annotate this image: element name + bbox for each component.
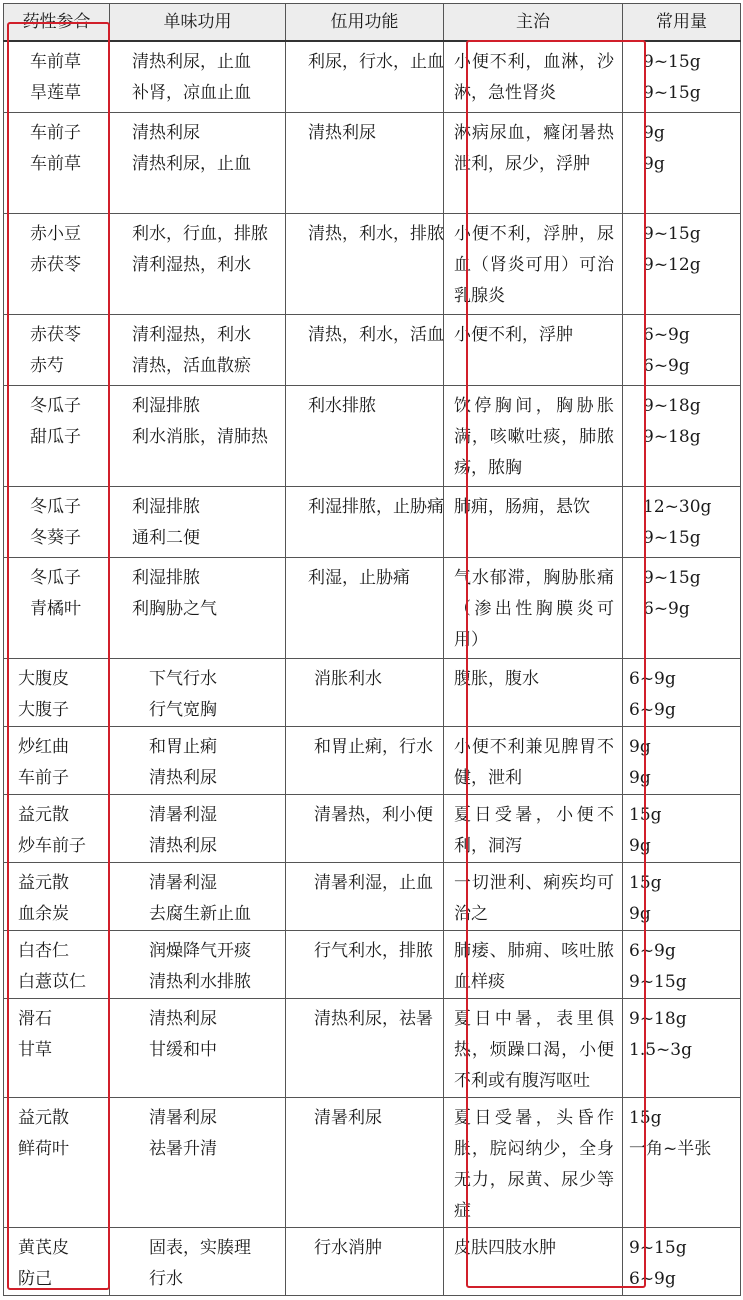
dosage-cell [623,385,741,486]
combined-function-cell [286,998,444,1097]
combined-function-cell-line: 行气利水，排脓 [314,940,433,961]
single-function-cell-line: 利湿排脓 [132,496,200,517]
dosage-cell [623,314,741,385]
single-function-cell-line: 行气宽胸 [149,699,217,720]
combined-function-cell [286,658,444,726]
combined-function-cell-line: 清暑热，利小便 [314,804,433,825]
dosage-cell-line: 一角~半张 [629,1138,712,1159]
herb-pair-cell-line: 车前草 [30,52,81,72]
single-function-cell-line: 清利湿热，利水 [132,254,251,275]
table-row [4,112,741,213]
indication-cell [444,385,623,486]
combined-function-cell-line: 和胃止痢，行水 [314,736,433,757]
herb-pair-cell-line: 冬瓜子 [30,395,81,416]
single-function-cell [110,41,286,112]
single-function-cell [110,385,286,486]
single-function-cell-line: 下气行水 [149,668,217,689]
combined-function-cell [286,1227,444,1295]
herb-pair-cell-line: 血余炭 [18,903,69,924]
table-row [4,557,741,658]
indication-cell [444,658,623,726]
dosage-cell-line: 6~9g [629,940,676,961]
dosage-cell [623,862,741,930]
herb-pair-cell [4,930,110,998]
combined-function-cell [286,314,444,385]
indication-text: 小便不利，血淋，沙淋，急性肾炎 [454,52,614,103]
single-function-cell [110,1227,286,1295]
herb-pair-cell-line: 益元散 [18,872,69,893]
single-function-cell-line: 和胃止痢 [149,736,217,757]
indication-cell [444,314,623,385]
table-row [4,930,741,998]
indication-cell [444,1097,623,1227]
combined-function-cell [286,726,444,794]
herb-pair-cell [4,41,110,112]
single-function-cell [110,930,286,998]
single-function-cell-line: 清热利水排脓 [149,971,251,992]
single-function-cell-line: 清热利尿 [149,767,217,788]
herb-pair-cell-line: 防己 [18,1268,52,1289]
herb-pair-cell [4,112,110,213]
indication-cell [444,930,623,998]
herb-pair-cell-line: 车前草 [30,153,81,174]
combined-function-cell [286,112,444,213]
table-row [4,1227,741,1295]
indication-text: 腹胀，腹水 [454,668,539,689]
header-indication: 主治 [444,4,623,42]
herb-pair-cell-line: 黄芪皮 [18,1237,69,1258]
dosage-cell-line: 6~9g [629,699,676,720]
single-function-cell-line: 通利二便 [132,527,200,548]
dosage-cell-line: 15g [629,1107,662,1128]
combined-function-cell-line: 清热利尿 [308,122,376,143]
dosage-cell-line: 1.5~3g [629,1039,692,1060]
herb-pair-cell [4,794,110,862]
single-function-cell-line: 补肾，凉血止血 [132,83,251,103]
single-function-cell-line: 润燥降气开痰 [149,940,251,961]
herb-pair-cell-line: 车前子 [30,122,81,143]
herb-pair-cell-line: 大腹子 [18,699,69,720]
herb-pair-cell [4,385,110,486]
indication-text: 气水郁滞，胸胁胀痛（渗出性胸膜炎可用） [454,567,614,650]
herb-pair-cell [4,726,110,794]
indication-cell [444,726,623,794]
dosage-cell [623,930,741,998]
dosage-cell-line: 9g [629,835,651,856]
table-row [4,862,741,930]
single-function-cell [110,726,286,794]
dosage-cell-line: 9~15g [643,52,701,72]
single-function-cell-line: 清暑利湿 [149,804,217,825]
indication-text: 淋病尿血，癃闭暑热泄利，尿少，浮肿 [454,122,614,174]
dosage-cell [623,726,741,794]
single-function-cell [110,658,286,726]
combined-function-cell [286,41,444,112]
dosage-cell [623,486,741,557]
dosage-cell [623,213,741,314]
table-row [4,726,741,794]
indication-text: 小便不利，浮肿 [454,324,573,345]
combined-function-cell-line: 行水消肿 [314,1237,382,1258]
table-row [4,658,741,726]
indication-cell [444,557,623,658]
table-header-row [4,4,741,42]
combined-function-cell-line: 消胀利水 [314,668,382,689]
herb-pair-cell-line: 赤芍 [30,355,64,376]
dosage-cell-line: 9g [629,903,651,924]
dosage-cell [623,1097,741,1227]
header-combined-function: 伍用功能 [286,4,444,42]
header-pair: 药性参合 [4,4,110,42]
herb-pair-cell-line: 大腹皮 [18,668,69,689]
dosage-cell-line: 9~18g [629,1008,687,1029]
single-function-cell-line: 清利湿热，利水 [132,324,251,345]
table-row [4,1097,741,1227]
table-row [4,213,741,314]
dosage-cell [623,41,741,112]
indication-text: 小便不利，浮肿，尿血（肾炎可用）可治乳腺炎 [454,223,614,306]
herb-pair-cell-line: 赤小豆 [30,223,81,244]
single-function-cell [110,213,286,314]
indication-cell [444,862,623,930]
indication-cell [444,486,623,557]
dosage-cell-line: 9~15g [629,1237,687,1258]
table-row [4,794,741,862]
single-function-cell [110,112,286,213]
single-function-cell [110,862,286,930]
single-function-cell-line: 清热利尿 [132,122,200,143]
single-function-cell [110,486,286,557]
combined-function-cell [286,1097,444,1227]
combined-function-cell-line: 利水排脓 [308,395,376,416]
herb-pair-cell-line: 青橘叶 [30,598,81,619]
herb-pair-cell-line: 鲜荷叶 [18,1138,69,1159]
single-function-cell-line: 利水，行血，排脓 [132,223,268,244]
dosage-cell [623,112,741,213]
herb-pair-cell-line: 旱莲草 [30,83,81,103]
dosage-cell-line: 9g [629,736,651,757]
single-function-cell-line: 清热利尿，止血 [132,153,251,174]
combined-function-cell [286,213,444,314]
indication-cell [444,998,623,1097]
dosage-cell-line: 12~30g [643,496,712,517]
single-function-cell-line: 清热利尿 [149,835,217,856]
dosage-cell [623,794,741,862]
single-function-cell-line: 清热利尿 [149,1008,217,1029]
dosage-cell-line: 6~9g [629,1268,676,1289]
indication-cell [444,112,623,213]
dosage-cell-line: 9~15g [643,223,701,244]
dosage-cell-line: 9~12g [643,254,701,275]
single-function-cell-line: 清暑利湿 [149,872,217,893]
indication-text: 皮肤四肢水肿 [454,1237,556,1258]
herb-pair-cell-line: 益元散 [18,804,69,825]
dosage-cell-line: 9~18g [643,426,701,447]
single-function-cell [110,998,286,1097]
herb-pair-cell-line: 冬葵子 [30,527,81,548]
combined-function-cell [286,486,444,557]
herb-pair-cell [4,862,110,930]
table-row [4,486,741,557]
single-function-cell-line: 清暑利尿 [149,1107,217,1128]
indication-text: 小便不利兼见脾胃不健，泄利 [454,736,614,788]
combined-function-cell-line: 清暑利尿 [314,1107,382,1128]
header-dosage: 常用量 [623,4,741,42]
dosage-cell-line: 6~9g [643,355,690,376]
herb-pair-cell-line: 益元散 [18,1107,69,1128]
combined-function-cell-line: 清暑利湿，止血 [314,872,433,893]
combined-function-cell-line: 利尿，行水，止血 [308,52,444,72]
dosage-cell-line: 9~15g [643,527,701,548]
dosage-cell [623,1227,741,1295]
herb-pair-cell [4,1097,110,1227]
indication-cell [444,794,623,862]
herb-pair-cell [4,314,110,385]
single-function-cell [110,1097,286,1227]
herb-pair-cell-line: 白杏仁 [18,940,69,961]
single-function-cell-line: 利水消胀，清肺热 [132,426,268,447]
dosage-cell-line: 6~9g [643,598,690,619]
single-function-cell-line: 清热利尿，止血 [132,52,251,72]
herb-pair-cell-line: 冬瓜子 [30,496,81,517]
combined-function-cell [286,557,444,658]
herb-pairing-table [3,3,741,1296]
herb-pair-cell-line: 白薏苡仁 [18,971,86,992]
dosage-cell [623,557,741,658]
dosage-cell-line: 6~9g [643,324,690,345]
dosage-cell-line: 15g [629,872,662,893]
single-function-cell [110,557,286,658]
dosage-cell-line: 9g [643,122,665,143]
table-row [4,41,741,112]
indication-text: 一切泄利、痢疾均可治之 [454,872,614,924]
indication-cell [444,213,623,314]
indication-text: 夏日受暑，头昏作胀，脘闷纳少，全身无力，尿黄、尿少等症 [454,1107,614,1221]
single-function-cell-line: 去腐生新止血 [149,903,251,924]
combined-function-cell-line: 利湿，止胁痛 [308,567,410,588]
herb-pair-cell [4,1227,110,1295]
indication-cell [444,41,623,112]
dosage-cell-line: 9~15g [629,971,687,992]
herb-pair-cell-line: 滑石 [18,1008,52,1029]
combined-function-cell-line: 清热，利水，活血 [308,324,444,345]
single-function-cell-line: 固表，实腠理 [149,1237,251,1258]
header-single-function: 单味功用 [110,4,286,42]
indication-text: 饮停胸间，胸胁胀满，咳嗽吐痰，肺脓疡，脓胸 [454,395,614,478]
indication-text: 肺痿、肺痈、咳吐脓血样痰 [454,940,614,992]
herb-pair-cell-line: 赤茯苓 [30,324,81,345]
combined-function-cell-line: 利湿排脓，止胁痛 [308,496,444,517]
dosage-cell-line: 9~15g [643,83,701,103]
herb-pair-cell-line: 炒车前子 [18,835,86,856]
single-function-cell-line: 祛暑升清 [149,1138,217,1159]
combined-function-cell [286,930,444,998]
herb-pair-cell [4,998,110,1097]
herb-pair-cell-line: 车前子 [18,767,69,788]
combined-function-cell [286,385,444,486]
dosage-cell [623,998,741,1097]
combined-function-cell [286,794,444,862]
dosage-cell-line: 6~9g [629,668,676,689]
herb-pair-cell-line: 炒红曲 [18,736,69,757]
dosage-cell-line: 9~15g [643,567,701,588]
single-function-cell [110,794,286,862]
single-function-cell-line: 利湿排脓 [132,395,200,416]
herb-pair-cell-line: 冬瓜子 [30,567,81,588]
indication-text: 夏日中暑，表里俱热，烦躁口渴，小便不利或有腹泻呕吐 [454,1008,614,1091]
single-function-cell-line: 利胸胁之气 [132,598,217,619]
herb-pair-cell [4,213,110,314]
single-function-cell-line: 利湿排脓 [132,567,200,588]
indication-text: 夏日受暑，小便不利，洞泻 [454,804,614,856]
dosage-cell-line: 15g [629,804,662,825]
combined-function-cell-line: 清热利尿，祛暑 [314,1008,433,1029]
single-function-cell-line: 甘缓和中 [149,1039,217,1060]
combined-function-cell [286,862,444,930]
table-row [4,998,741,1097]
dosage-cell-line: 9g [643,153,665,174]
herb-pair-cell-line: 甜瓜子 [30,426,81,447]
herb-pair-cell [4,557,110,658]
herb-pair-cell-line: 赤茯苓 [30,254,81,275]
herb-pair-cell [4,486,110,557]
herb-pair-cell-line: 甘草 [18,1039,52,1060]
indication-cell [444,1227,623,1295]
single-function-cell [110,314,286,385]
single-function-cell-line: 清热，活血散瘀 [132,355,251,376]
herb-pair-cell [4,658,110,726]
dosage-cell-line: 9g [629,767,651,788]
table-row [4,385,741,486]
indication-text: 肺痈，肠痈，悬饮 [454,496,590,517]
table-body [4,41,741,1295]
dosage-cell [623,658,741,726]
single-function-cell-line: 行水 [149,1268,183,1289]
dosage-cell-line: 9~18g [643,395,701,416]
table-row [4,314,741,385]
combined-function-cell-line: 清热，利水，排脓 [308,223,444,244]
